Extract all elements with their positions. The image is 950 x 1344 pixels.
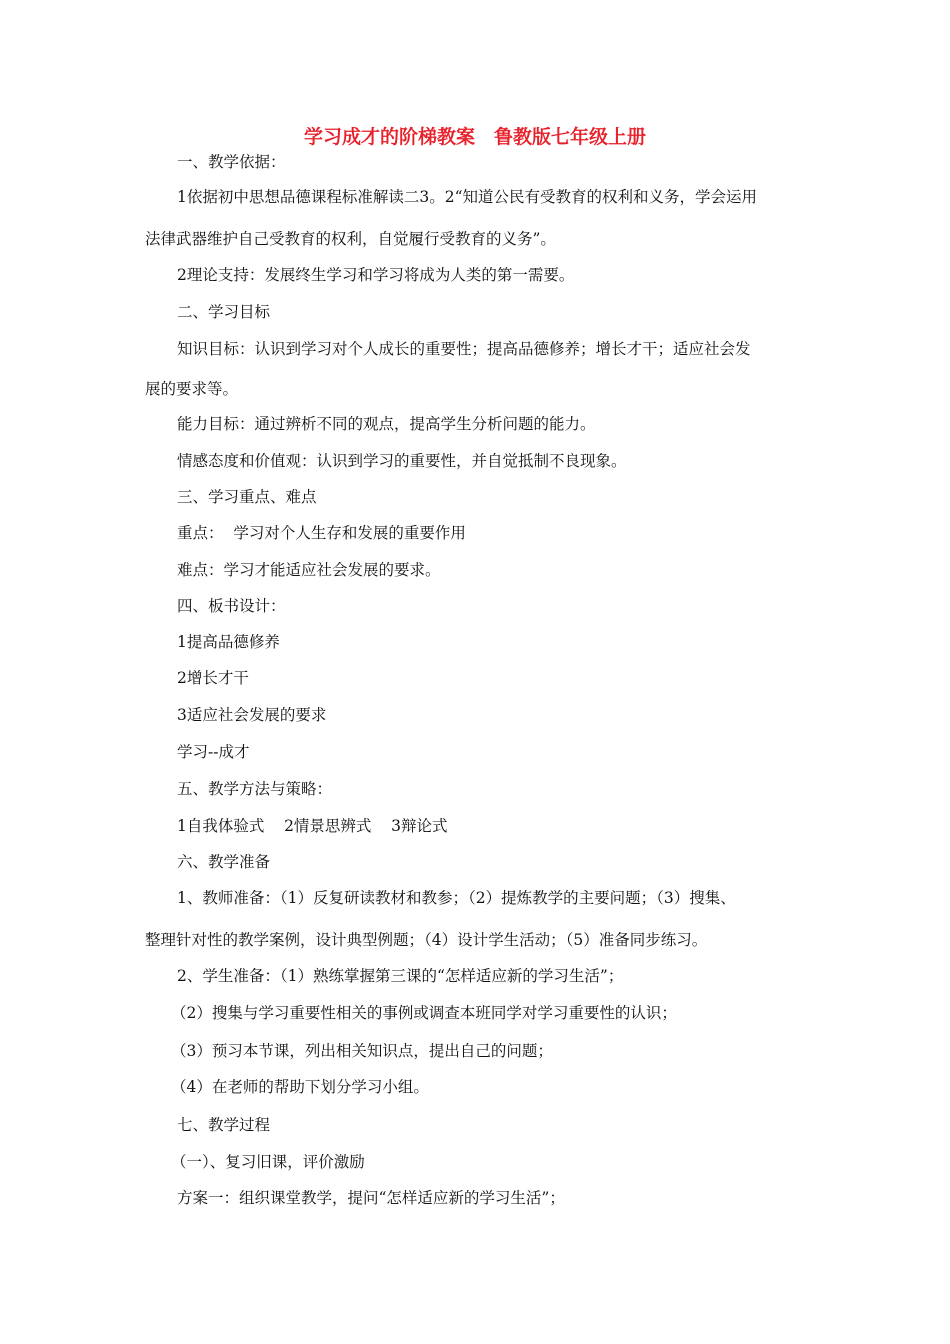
paragraph-line: 1、教师准备：（1）反复研读教材和教参；（2）提炼教学的主要问题；（3）搜集、: [177, 889, 736, 907]
paragraph-line: 能力目标：通过辨析不同的观点，提高学生分析问题的能力。: [177, 415, 596, 433]
section-heading-preparation: 六、教学准备: [177, 853, 271, 871]
paragraph-line-continuation: 展的要求等。: [145, 380, 239, 398]
paragraph-line: 2理论支持：发展终生学习和学习将成为人类的第一需要。: [177, 266, 575, 284]
list-item: 学习--成才: [177, 743, 250, 761]
subsection-heading: （一）、复习旧课，评价激励: [171, 1153, 365, 1171]
paragraph-line: 情感态度和价值观：认识到学习的重要性，并自觉抵制不良现象。: [177, 452, 627, 470]
paragraph-line: （4）在老师的帮助下划分学习小组。: [171, 1078, 429, 1096]
paragraph-line: 知识目标：认识到学习对个人成长的重要性；提高品德修养；增长才干；适应社会发: [177, 340, 751, 358]
section-heading-methods: 五、教学方法与策略：: [177, 780, 333, 798]
list-item: 1提高品德修养: [177, 633, 280, 651]
paragraph-line: （2）搜集与学习重要性相关的事例或调查本班同学对学习重要性的认识；: [171, 1004, 677, 1022]
paragraph-line: 2、学生准备：（1）熟练掌握第三课的“怎样适应新的学习生活”；: [177, 967, 624, 985]
section-heading-teaching-basis: 一、教学依据：: [177, 153, 286, 171]
list-item: 2增长才干: [177, 669, 249, 687]
paragraph-line: 难点：学习才能适应社会发展的要求。: [177, 561, 441, 579]
paragraph-line: 方案一：组织课堂教学，提问“怎样适应新的学习生活”；: [177, 1189, 565, 1207]
section-heading-key-points: 三、学习重点、难点: [177, 488, 317, 506]
paragraph-line-continuation: 整理针对性的教学案例，设计典型例题；（4）设计学生活动；（5）准备同步练习。: [145, 931, 708, 949]
paragraph-line: 重点： 学习对个人生存和发展的重要作用: [177, 524, 466, 542]
section-heading-teaching-process: 七、教学过程: [177, 1116, 271, 1134]
section-heading-board-design: 四、板书设计：: [177, 597, 286, 615]
section-heading-learning-goals: 二、学习目标: [177, 303, 271, 321]
paragraph-line: 1自我体验式 2情景思辨式 3辩论式: [177, 817, 448, 835]
paragraph-line-continuation: 法律武器维护自己受教育的权利，自觉履行受教育的义务”。: [145, 230, 556, 248]
paragraph-line: 1依据初中思想品德课程标准解读二3。2“知道公民有受教育的权利和义务，学会运用: [177, 188, 758, 206]
document-title: 学习成才的阶梯教案 鲁教版七年级上册: [303, 126, 646, 148]
list-item: 3适应社会发展的要求: [177, 706, 327, 724]
paragraph-line: （3）预习本节课，列出相关知识点，提出自己的问题；: [171, 1042, 553, 1060]
